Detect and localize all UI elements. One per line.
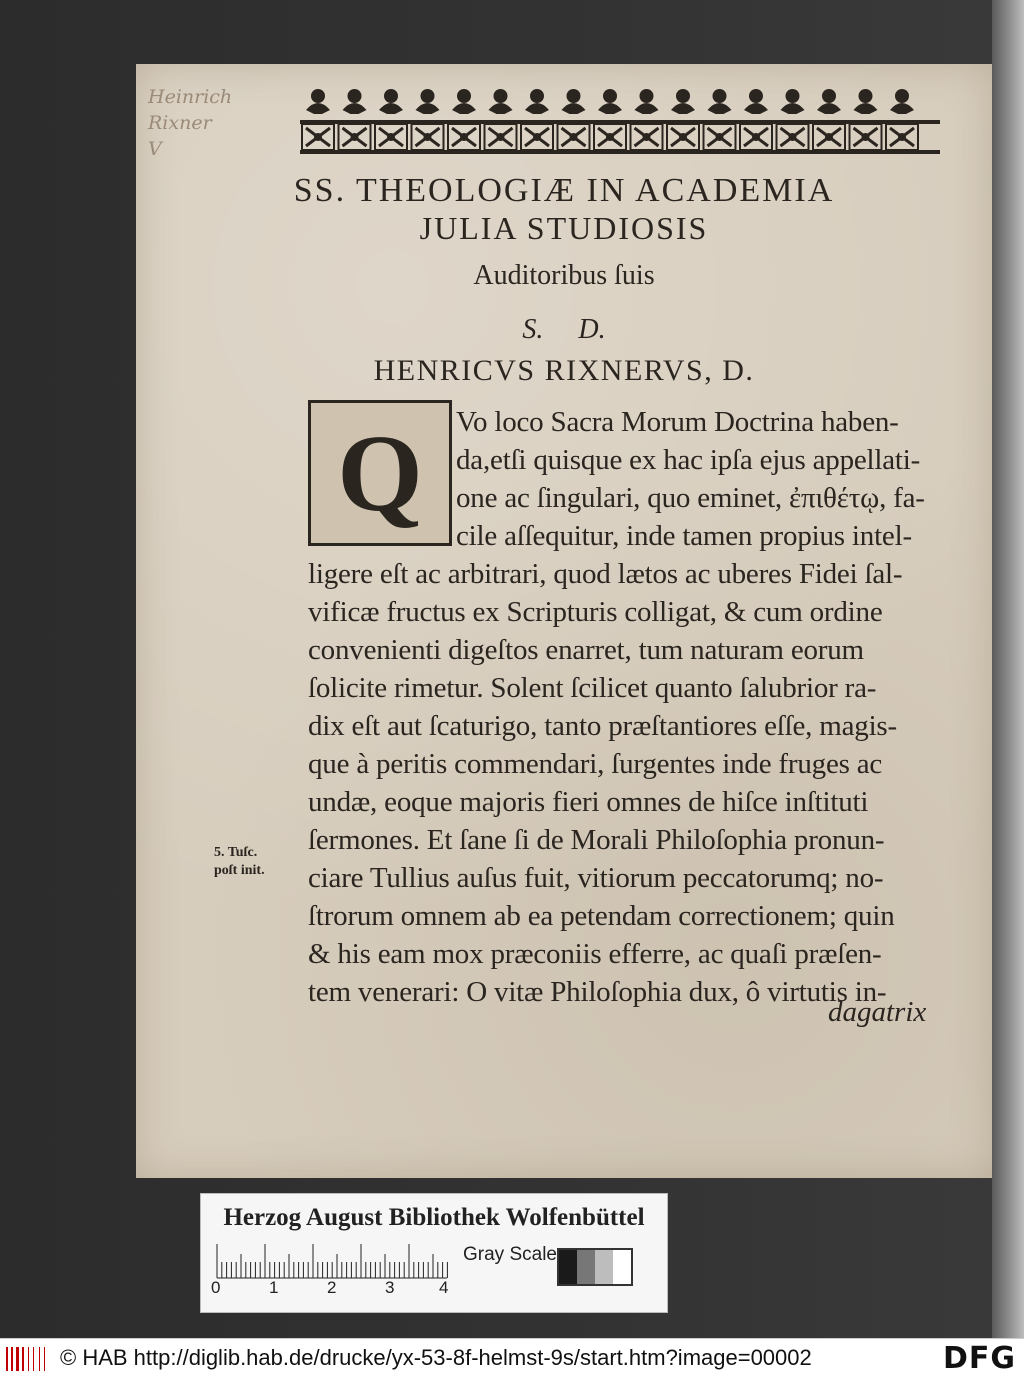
barcode-bar [6, 1347, 8, 1371]
body-line: undæ, eoque majoris fieri omnes de hiſce inſtituti [308, 786, 869, 818]
body-line: Vo loco Sacra Morum Doctrina haben- [456, 406, 899, 438]
ruler-number: 0 [211, 1278, 221, 1297]
gray-scale-swatch [557, 1248, 633, 1286]
marginal-reference [214, 844, 265, 880]
body-line: ſolicite rimetur. Solent ſcilicet quanto ſalubrior ra- [308, 672, 877, 704]
ornament-fleuron [521, 89, 553, 150]
ruler-icon [215, 1244, 455, 1280]
ornament-fleuron [740, 89, 772, 150]
marginal-reference-line: poſt init. [214, 863, 265, 878]
margin-note-line: Rixner [148, 112, 212, 134]
body-line: ſtrorum omnem ab ea petendam correctionem; quin [308, 900, 895, 932]
barcode-bar [28, 1347, 29, 1371]
barcode-bar [22, 1347, 24, 1371]
initial-letter: Q [337, 412, 423, 534]
ornament-fleuron [375, 89, 407, 150]
dfg-logo: DFG [942, 1341, 1016, 1376]
body-line: ciare Tullius auſus fuit, vitiorum peccatorumq; no- [308, 862, 884, 894]
body-line: que à peritis commendari, ſurgentes inde fruges ac [308, 748, 883, 780]
barcode-bar [44, 1347, 45, 1371]
barcode-bar [33, 1347, 34, 1371]
title-line-1: SS. THEOLOGIÆ IN ACADEMIA [293, 172, 835, 209]
book-page [136, 64, 992, 1178]
body-line: ſermones. Et ſane ſi de Morali Philoſophia pronun- [308, 824, 885, 856]
title-line-2: JULIA STUDIOSIS [419, 210, 709, 246]
body-line: da,etſi quisque ex hac ipſa ejus appellati- [456, 444, 921, 476]
ornament-fleuron [339, 89, 371, 150]
body-line: convenienti digeſtos enarret, tum naturam eorum [308, 634, 864, 666]
ornament-fleuron [777, 89, 809, 150]
decorative-initial [308, 400, 452, 546]
ruler-number: 3 [385, 1278, 395, 1297]
swatch-cell [559, 1250, 577, 1284]
barcode-bar [11, 1347, 13, 1371]
margin-note-line: Heinrich [148, 86, 233, 108]
ornament-fleuron [302, 89, 334, 150]
ornament-rule [300, 150, 940, 154]
margin-note-line: V [148, 138, 162, 160]
scan-edge [992, 0, 1024, 1338]
body-line: & his eam mox præconiis efferre, ac quaſi præſen- [308, 938, 882, 970]
ornament-fleuron [850, 89, 882, 150]
swatch-cell [595, 1250, 613, 1284]
ruler-number: 4 [439, 1278, 449, 1297]
body-line: vificæ fructus ex Scripturis colligat, & cum ordine [308, 596, 883, 628]
ornamental-header-icon [300, 84, 940, 156]
catchword: dagatrix [828, 996, 927, 1028]
ornament-fleuron [412, 89, 444, 150]
ornament-rule [300, 120, 940, 124]
swatch-cell [613, 1250, 631, 1284]
ornament-fleuron [813, 89, 845, 150]
ornament-fleuron [886, 89, 918, 150]
source-url[interactable]: © HAB http://diglib.hab.de/drucke/yx-53-8f-helmst-9s/start.htm?image=00002 [60, 1345, 812, 1370]
dedication-line: Auditoribus ſuis [473, 260, 655, 291]
gray-scale-label: Gray Scale [463, 1244, 557, 1265]
body-line: ligere eſt ac arbitrari, quod lætos ac uberes Fidei ſal- [308, 558, 903, 590]
handwritten-margin-note [148, 84, 268, 162]
library-name: Herzog August Bibliothek Wolfenbüttel [223, 1204, 645, 1231]
hab-logo-icon [6, 1347, 48, 1371]
ornament-fleuron [485, 89, 517, 150]
ornament-fleuron [704, 89, 736, 150]
barcode-bar [16, 1347, 19, 1371]
viewer-footer [0, 1338, 1024, 1379]
marginal-reference-line: 5. Tuſc. [214, 845, 258, 860]
swatch-cell [577, 1250, 595, 1284]
ornament-fleuron [594, 89, 626, 150]
ruler-number: 2 [327, 1278, 337, 1297]
barcode-bar [39, 1347, 40, 1371]
ornament-fleuron [631, 89, 663, 150]
library-color-card [200, 1193, 668, 1313]
body-line: tem venerari: O vitæ Philoſophia dux, ô virtutis in- [308, 976, 887, 1008]
ornament-fleuron [558, 89, 590, 150]
body-line: dix eſt aut ſcaturigo, tanto præſtantiores eſſe, magis- [308, 710, 897, 742]
body-line: cile aſſequitur, inde tamen propius intel- [456, 520, 912, 552]
ornament-fleuron [448, 89, 480, 150]
salutation-line: S. D. [522, 314, 606, 345]
ornament-fleuron [667, 89, 699, 150]
ruler-number: 1 [269, 1278, 279, 1297]
body-line: one ac ſingulari, quo eminet, ἐπιθέτῳ, fa- [456, 482, 925, 514]
author-line: HENRICVS RIXNERVS, D. [373, 354, 755, 387]
